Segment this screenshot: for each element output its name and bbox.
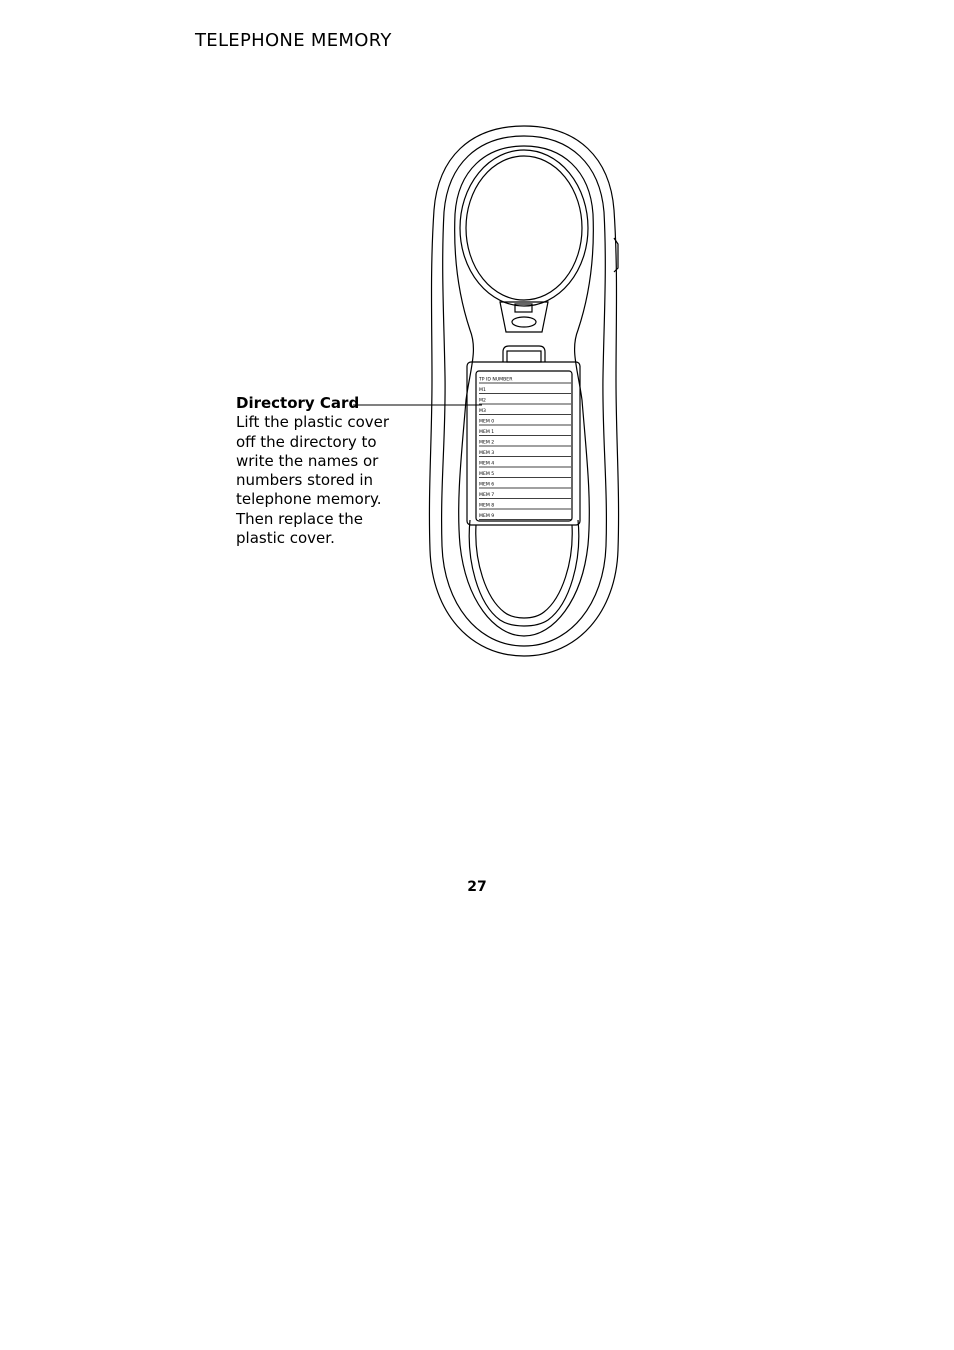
earpiece-inner xyxy=(466,156,582,300)
page-number: 27 xyxy=(467,879,487,895)
phone-lower-recess xyxy=(469,520,579,626)
earpiece-outer xyxy=(460,150,588,306)
callout-heading: Directory Card xyxy=(236,394,360,412)
directory-card-row-label: M3 xyxy=(479,409,486,414)
directory-card-row-label: TP ID NUMBER xyxy=(479,377,513,383)
directory-card-row-label: MEM 4 xyxy=(479,461,495,467)
directory-card-row-label: M1 xyxy=(479,388,486,393)
directory-card-row-label: MEM 5 xyxy=(479,472,495,477)
directory-card-row-label: MEM 2 xyxy=(479,440,495,446)
directory-card-row-label: MEM 9 xyxy=(479,514,495,519)
directory-card-row-label: MEM 7 xyxy=(479,493,495,498)
hookswitch-button xyxy=(512,317,536,327)
directory-card-rows xyxy=(478,377,571,520)
directory-card-row-label: MEM 3 xyxy=(479,451,495,456)
phone-outer-body xyxy=(429,126,618,656)
directory-card-row-label: MEM 1 xyxy=(479,430,495,435)
callout-body: Lift the plastic cover off the directory to write the names or numbers stored in telephone memory. Then replace the plastic cover. xyxy=(236,413,390,548)
directory-card-row-label: MEM 8 xyxy=(479,503,495,509)
cover-tab-inner xyxy=(507,351,541,362)
cover-tab xyxy=(503,346,545,362)
directory-card-row-label: MEM 0 xyxy=(479,419,495,425)
page-title: TELEPHONE MEMORY xyxy=(195,30,392,51)
directory-card-row-label: MEM 6 xyxy=(479,482,495,488)
directory-card-row-label: M2 xyxy=(479,398,486,404)
phone-body-rim xyxy=(442,136,607,646)
phone-lower-recess-inner xyxy=(476,525,572,618)
